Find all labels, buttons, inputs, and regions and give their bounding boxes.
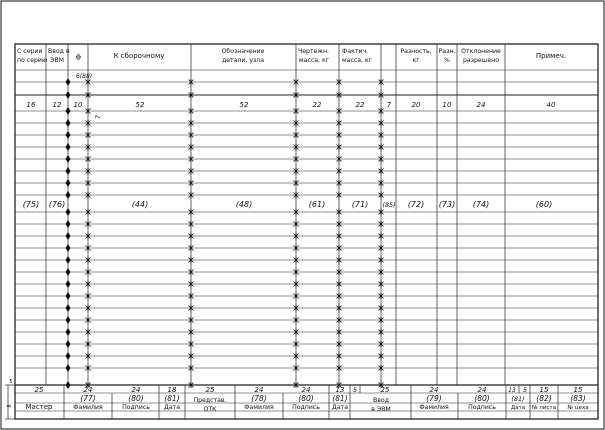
size-drawing-mass: 22 — [312, 101, 322, 109]
header-deviation-1: Отклонение — [461, 48, 501, 55]
header-deviation-2: разрешено — [462, 57, 500, 64]
label-shop-no: № цеха — [567, 405, 589, 411]
footer-code-otk-sign: (80) — [298, 394, 314, 403]
header-difference-1: Разность, — [400, 48, 432, 55]
header-drawing-mass-1: Чертежн. — [298, 48, 329, 55]
row-diamond-mark — [66, 328, 71, 336]
header-difference-2: кг — [412, 57, 420, 64]
size-diff-pct: 10 — [442, 101, 452, 109]
footer-code-entry-name: (79) — [426, 394, 442, 403]
row-diamond-mark — [66, 179, 71, 187]
row-diamond-mark — [66, 155, 71, 163]
label-otk-sign: Подпись — [292, 404, 320, 411]
row-diamond-mark — [66, 364, 71, 372]
grid-horizontal — [15, 70, 598, 411]
label-otk-2: ОТК — [203, 406, 217, 413]
footer-margin — [5, 385, 15, 419]
label-entry-1: Ввод — [373, 397, 389, 404]
form-border — [15, 44, 598, 419]
header-series-2: по серию — [17, 57, 48, 64]
row-diamond-mark — [66, 256, 71, 264]
footer-code-otk-date: (81) — [332, 394, 348, 403]
row-diamond-mark — [66, 167, 71, 175]
code-designation: (48) — [235, 200, 253, 209]
footer-code-otk-name: (78) — [251, 394, 267, 403]
row-diamond-mark — [66, 78, 71, 86]
label-entry-name: Фамилия — [419, 404, 449, 411]
size-row — [27, 101, 556, 109]
row-diamond-mark — [66, 91, 71, 99]
code-drawing-mass: (61) — [308, 200, 326, 209]
header-assembly: К сборочному — [113, 52, 165, 60]
row-diamond-mark — [66, 280, 71, 288]
footer-code-sign: (80) — [128, 394, 144, 403]
footer-code-entry-sign: (80) — [474, 394, 490, 403]
footer-code-entry-date: (81) — [511, 395, 525, 403]
row-diamond-mark — [66, 381, 71, 389]
footer-dim-master: 25 — [34, 386, 44, 394]
label-sheet-no: № листа — [531, 405, 557, 411]
header-diff-pct-1: Разн. — [438, 48, 456, 55]
label-otk-1: Предстaв. — [193, 397, 227, 404]
code-series: (75) — [22, 200, 40, 209]
size-actual-mass: 22 — [355, 101, 365, 109]
row-diamond-mark — [66, 232, 71, 240]
row-diamond-mark — [66, 119, 71, 127]
margin-dim-2: 8 — [7, 404, 13, 408]
header-sign: Ф — [75, 53, 83, 61]
footer-dim-small-2: 5 — [523, 387, 527, 394]
footer-dim-otk: 25 — [205, 386, 215, 394]
header-series-1: С серии — [17, 48, 43, 55]
top-code: 6(88) — [76, 73, 93, 80]
row-diamond-mark — [66, 191, 71, 199]
separator-marks — [66, 78, 384, 389]
footer-dim-otk-name: 24 — [254, 386, 264, 394]
code-assembly: (44) — [131, 200, 149, 209]
header-note: Примеч. — [535, 52, 567, 60]
row-diamond-mark — [66, 143, 71, 151]
footer-dim-sheet: 15 — [539, 386, 549, 394]
size-series: 16 — [26, 101, 36, 109]
footer-dim-name: 24 — [83, 386, 93, 394]
header-entry-1: Ввод в — [48, 48, 70, 55]
row-diamond-mark — [66, 292, 71, 300]
code-entry: (76) — [48, 200, 66, 209]
row-diamond-mark — [66, 340, 71, 348]
header-designation-2: детали, узла — [221, 57, 265, 64]
footer-dim-otk-sign: 24 — [301, 386, 311, 394]
code-narrow: (85) — [382, 201, 396, 209]
size-deviation: 24 — [476, 101, 486, 109]
label-entry-2: в ЭВМ — [371, 406, 391, 413]
size-note: 40 — [546, 101, 556, 109]
label-master-date: Дата — [163, 404, 181, 411]
row-diamond-mark — [66, 316, 71, 324]
footer-dim-otk-date: 13 — [335, 386, 345, 394]
row-diamond-mark — [66, 131, 71, 139]
footer-dim-entry-name: 24 — [429, 386, 439, 394]
header-designation-1: Обозначение — [221, 48, 265, 55]
label-entry-date: Дата — [510, 405, 526, 411]
page-border — [1, 1, 604, 429]
footer-dim-small-1: 5 — [353, 387, 357, 394]
footer-code-sheet: (82) — [536, 394, 552, 403]
row-diamond-mark — [66, 107, 71, 115]
header-actual-mass-1: Фактич. — [342, 48, 369, 55]
size-difference: 20 — [411, 101, 421, 109]
label-master-sign: Подпись — [122, 404, 150, 411]
footer-dim-shop: 15 — [573, 386, 583, 394]
footer-dim-sign: 24 — [131, 386, 141, 394]
size-sign: 10 — [73, 101, 83, 109]
label-otk-name: Фамилия — [244, 404, 274, 411]
label-otk-date: Дата — [331, 404, 349, 411]
label-entry-sign: Подпись — [468, 404, 496, 411]
row-diamond-mark — [66, 220, 71, 228]
footer-code-shop: (83) — [570, 394, 586, 403]
label-master: Мастер — [25, 403, 53, 411]
code-difference: (72) — [407, 200, 425, 209]
size-designation: 52 — [239, 101, 249, 109]
code-diff-pct: (73) — [438, 200, 456, 209]
row-diamond-mark — [66, 304, 71, 312]
field-code-row — [23, 200, 552, 209]
header-drawing-mass-2: масса, кг — [299, 57, 329, 64]
row-diamond-mark — [66, 208, 71, 216]
code-note: (60) — [535, 200, 553, 209]
row-diamond-mark — [66, 352, 71, 360]
row-diamond-mark — [66, 244, 71, 252]
header-actual-mass-2: масса, кг — [342, 57, 372, 64]
footer-dim-date: 18 — [167, 386, 177, 394]
margin-dim-1: 5 — [9, 379, 13, 385]
footer-code-date: (81) — [164, 394, 180, 403]
code-actual-mass: (71) — [351, 200, 369, 209]
code-deviation: (74) — [472, 200, 490, 209]
header-entry-2: ЭВМ — [50, 57, 64, 64]
size-entry: 12 — [52, 101, 62, 109]
size-narrow: 7 — [386, 101, 392, 109]
size-assembly: 52 — [135, 101, 145, 109]
footer-dim-entry-date: 13 — [508, 387, 516, 394]
column-headers — [17, 47, 566, 64]
footer-codes — [80, 394, 585, 403]
footer-dim-entry-sign: 24 — [477, 386, 487, 394]
row-diamond-mark — [66, 268, 71, 276]
label-master-name: Фамилия — [73, 404, 103, 411]
footer-dim-entry: 25 — [380, 386, 390, 394]
footer-code-name: (77) — [80, 394, 96, 403]
side-code: 7 — [95, 115, 102, 119]
header-diff-pct-2: % — [444, 57, 450, 64]
